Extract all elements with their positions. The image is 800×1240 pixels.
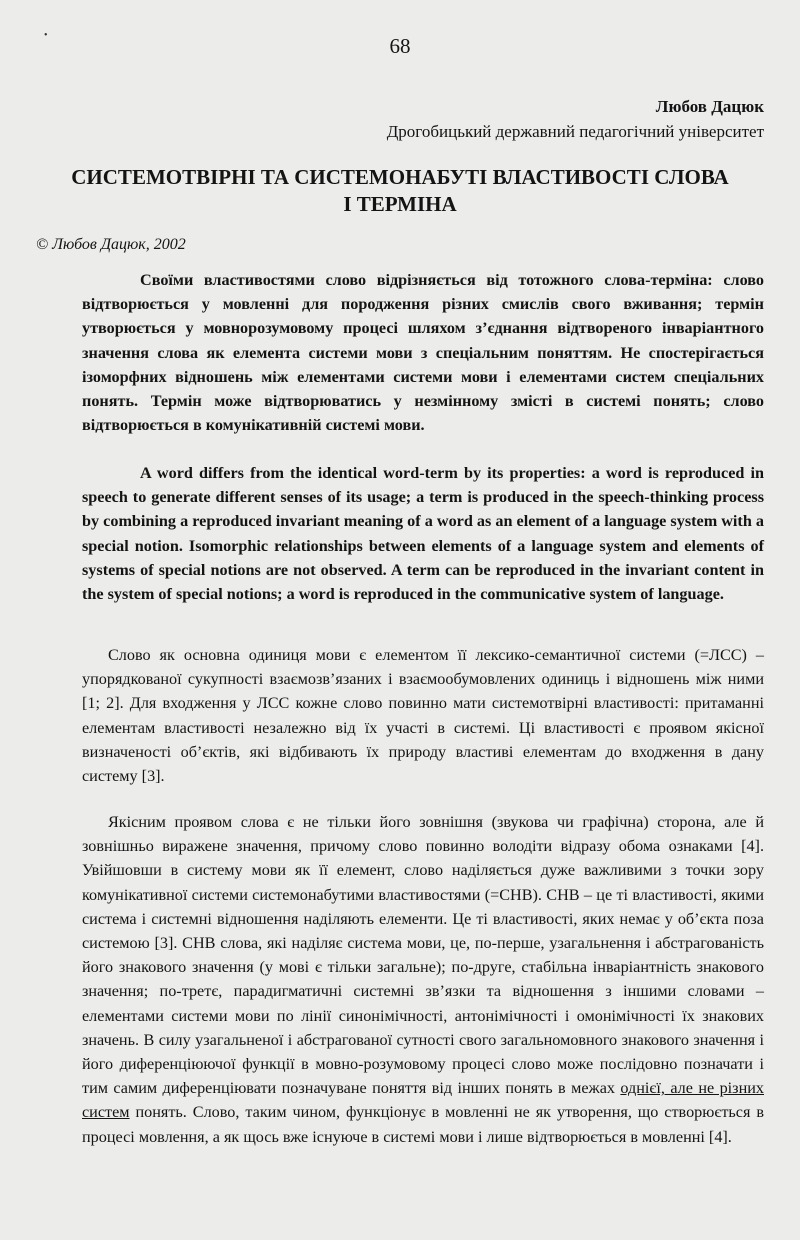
article-title: СИСТЕМОТВІРНІ ТА СИСТЕМОНАБУТІ ВЛАСТИВОСТІ СЛОВА І ТЕРМІНА [71, 165, 729, 216]
paragraph-2-text-start: Якісним проявом слова є не тільки його зовнішня (звукова чи графічна) сторона, але й зовнішньо виражене значення, причому слово повинно володіти відразу обома ознаками [4]. Увійшовши в систему мови як її елемент, слово наділяється дуже важливими з точки зору комунікативної системи системонабутими властивостями (=СНВ). СНВ – це ті властивості, якими система і системні відношення наділяють елементи. Це ті властивості, яких немає у об’єкта поза системою [3]. СНВ слова, які наділяє система мови, це, по-перше, узагальнення і абстрагованість його знакового значення (у мові є тільки загальне); по-друге, стабільна інваріантність знакового значення; по-третє, парадигматичні системні зв’язки та відношення з іншими словами – елементами системи мови по лінії синонімічності, антонімічності і омонімічності їх знакових значень. В силу узагальненої і абстрагованої сутності свого загальномовного знакового значення і його диференціюючої функції в мовно-розумовому процесі слово може послідовно позначати і тим самим диференціювати позначуване поняття від інших понять в межах [82, 813, 764, 1098]
page-number: 68 [389, 34, 411, 58]
abstract-english: A word differs from the identical word-term by its properties: a word is reproduced in speech to generate different senses of its usage; a term is produced in the speech-thinking process by combining a reproduced invariant meaning of a word as an element of a language system with a special notion. Isomorphic relationships between elements of a language system and elements of systems of special notions are not observed. A term can be reproduced in the invariant content in the system of special notions; a word is reproduced in the communicative system of language. [82, 464, 764, 604]
copyright-line: © Любов Дацюк, 2002 [36, 236, 186, 253]
scan-dot: • [44, 30, 48, 41]
body-paragraph-1: Слово як основна одиниця мови є елементом її лексико-семантичної системи (=ЛСС) – упорядкованої сукупності взаємозв’язаних і взаємообумовлених одиниць і відношень між ними [1; 2]. Для входження у ЛСС кожне слово повинно мати системотвірні властивості: притаманні елементам властивості незалежно від їх участі в системі. Ці властивості є проявом якісної визначеності об’єктів, які відбивають їх природу властиві елементам до входження в дану систему [3]. [82, 646, 764, 786]
abstract-ukrainian: Своїми властивостями слово відрізняється від тотожного слова-терміна: слово відтворюється у мовленні для породження різних смислів свого вживання; термін утворюється у мовнорозумовому процесі шляхом з’єднання відтвореного інваріантного значення слова як елемента системи мови з спеціальним поняттям. Не спостерігається ізоморфних відношень між елементами системи мови і елементами систем спеціальних понять. Термін може відтворюватись у незмінному змісті в системі понять; слово відтворюється в комунікативній системі мови. [82, 271, 764, 435]
paragraph-2-text-end: понять. Слово, таким чином, функціонує в мовленні не як утворення, що створюється в процесі мовлення, а як щось вже існуюче в системі мови і лише відтворюється в мовленні [4]. [82, 1103, 764, 1146]
body-paragraph-2 [82, 810, 764, 1149]
author-name: Любов Дацюк [655, 97, 764, 116]
paragraph-2-underlined-phrase: однієї, але не різних систем [82, 1079, 764, 1122]
author-affiliation: Дрогобицький державний педагогічний університет [386, 122, 764, 141]
